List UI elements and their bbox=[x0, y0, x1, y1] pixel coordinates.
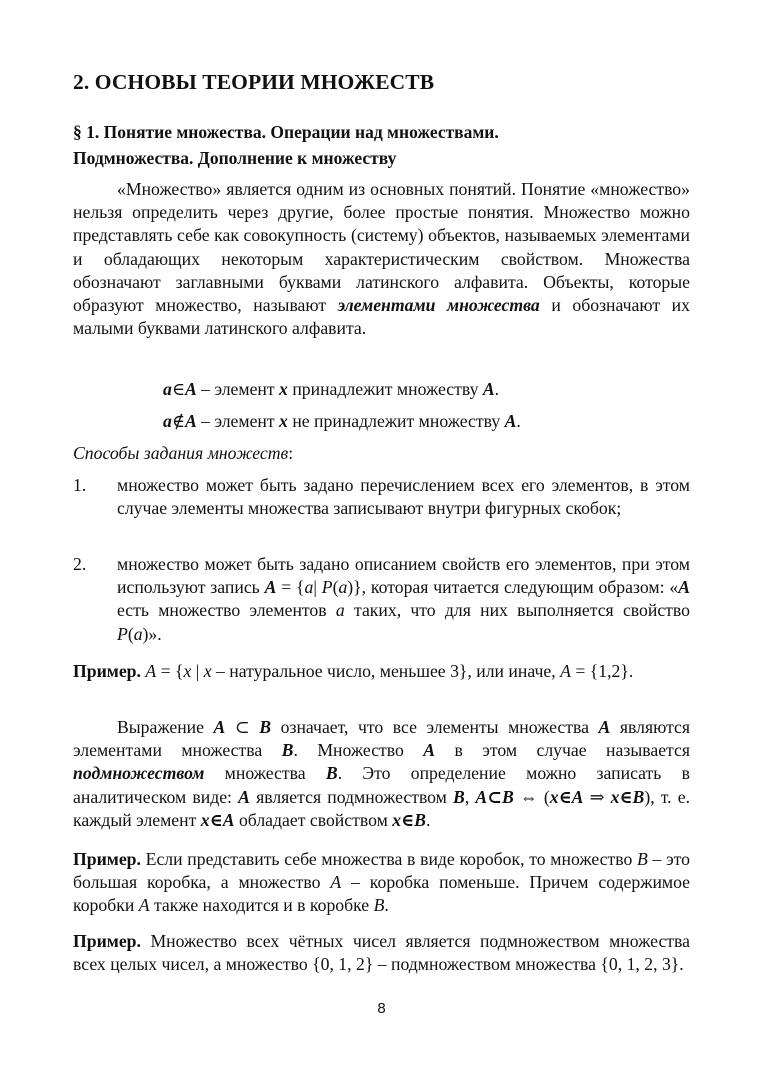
symbol: P bbox=[321, 577, 333, 598]
text: | bbox=[191, 661, 204, 681]
formula-belongs bbox=[163, 378, 499, 401]
not-element-of-sign: ∉ bbox=[171, 411, 185, 431]
symbol: A bbox=[423, 740, 436, 761]
ways-heading-text: Способы задания множеств bbox=[73, 443, 289, 463]
symbol: A bbox=[138, 895, 150, 916]
list-item-number: 1. bbox=[73, 475, 87, 495]
symbol: A bbox=[678, 577, 690, 598]
text: ( bbox=[127, 623, 134, 644]
symbol: A bbox=[264, 577, 277, 598]
text: также находится и в коробке bbox=[149, 895, 374, 916]
text: , bbox=[464, 786, 476, 807]
formula: x∈B bbox=[392, 809, 426, 830]
example-label: Пример. bbox=[73, 849, 141, 869]
list-item-text bbox=[117, 553, 690, 646]
symbol: A bbox=[184, 379, 197, 399]
text: означает, что все элементы множества bbox=[271, 717, 599, 737]
text: ⇒ bbox=[583, 786, 611, 807]
text: – коробка поменьше. Причем содержимое коробки bbox=[73, 872, 691, 916]
example-label: Пример. bbox=[73, 661, 141, 681]
symbol: B bbox=[281, 740, 294, 761]
text: ( bbox=[332, 577, 339, 598]
symbol: a bbox=[163, 379, 172, 399]
text: = { bbox=[156, 661, 184, 681]
element-of-sign: ∈ bbox=[171, 379, 185, 399]
text: . Множество bbox=[293, 740, 424, 761]
example-label: Пример. bbox=[73, 931, 141, 951]
symbol: a bbox=[163, 411, 172, 431]
symbol: A bbox=[238, 786, 250, 807]
symbol: A bbox=[504, 411, 517, 431]
page-number: 8 bbox=[377, 1000, 386, 1017]
symbol: A bbox=[598, 717, 611, 737]
text: таких, что для них выполняется свойство bbox=[344, 600, 690, 621]
subset-sign: ⊂ bbox=[225, 717, 260, 737]
symbol: A bbox=[213, 717, 226, 737]
symbol: a bbox=[304, 577, 314, 598]
formula-text: принадлежит множеству bbox=[287, 379, 483, 399]
formula: x∈A bbox=[549, 786, 584, 807]
list-item-text: множество может быть задано перечислением всех его элементов, в этом случае элементы множества записывают внутри фигурных скобок; bbox=[117, 475, 690, 519]
intro-paragraph bbox=[73, 178, 690, 340]
ways-heading bbox=[73, 442, 293, 465]
formula-not-belongs bbox=[163, 410, 521, 433]
symbol: B bbox=[325, 763, 338, 784]
formula-text: не принадлежит множеству bbox=[287, 411, 505, 431]
text: )}, которая читается следующим образом: « bbox=[347, 577, 679, 598]
text: является подмножеством bbox=[249, 786, 454, 807]
formula-text: . bbox=[516, 411, 521, 431]
subset-paragraph bbox=[73, 716, 690, 832]
text: являются элементами множества bbox=[73, 717, 691, 761]
symbol: A bbox=[482, 379, 495, 399]
term-elements: элементами множества bbox=[337, 295, 540, 316]
text: ), т. е. каждый элемент bbox=[73, 786, 691, 830]
text: )». bbox=[142, 623, 162, 644]
example-3 bbox=[73, 930, 690, 976]
example-2 bbox=[73, 848, 690, 918]
text: . Это определение можно записать в аналитическом виде: bbox=[73, 763, 691, 807]
text: есть множество элементов bbox=[117, 600, 336, 621]
text: | bbox=[313, 577, 322, 598]
symbol: x bbox=[203, 661, 212, 681]
formula-text: . bbox=[494, 379, 500, 399]
example-1 bbox=[73, 660, 690, 683]
symbol: x bbox=[279, 411, 288, 431]
text: = { bbox=[276, 577, 305, 598]
text: Выражение bbox=[117, 717, 214, 737]
text: обладает свойством bbox=[234, 809, 393, 830]
text: ⇔ ( bbox=[513, 786, 550, 807]
formula-text: – элемент bbox=[196, 379, 280, 399]
text: Множество всех чётных чисел является подмножеством множества всех целых чисел, а множество {0, 1, 2} – подмножеством множества {0, 1, 2, 3}. bbox=[73, 931, 690, 975]
text: . bbox=[384, 895, 389, 916]
symbol: a bbox=[335, 600, 345, 621]
symbol: a bbox=[133, 623, 143, 644]
text: множество может быть задано описанием свойств его элементов, при этом используют запись bbox=[117, 554, 690, 598]
intro-text-1: «Множество» является одним из основных понятий. Понятие «множество» нельзя определить через другие, более простые понятия. Множество можно представлять себе как совокупность (систему) объектов, называемых элементами и обладающих некоторым характеристическим свойством. Множества обозначают заглавными буквами латинского алфавита. Объекты, которые образуют множество, называют bbox=[73, 179, 690, 316]
symbol: x bbox=[279, 379, 288, 399]
section-title-line1: § 1. Понятие множества. Операции над множествами. bbox=[73, 122, 499, 142]
intro-text-2: и обозначают их малыми буквами латинского алфавита. bbox=[73, 295, 690, 339]
ways-heading-colon: : bbox=[288, 443, 294, 463]
symbol: B bbox=[637, 849, 648, 869]
symbol: A bbox=[560, 661, 571, 681]
text: – это большая коробка, а множество bbox=[73, 849, 690, 893]
list-item bbox=[73, 474, 690, 520]
list-item-number: 2. bbox=[73, 554, 87, 574]
symbol: x bbox=[183, 661, 192, 681]
term-subset: подмножеством bbox=[73, 763, 205, 784]
symbol: a bbox=[338, 577, 348, 598]
formula: x∈B bbox=[610, 786, 645, 807]
symbol: P bbox=[117, 623, 128, 644]
symbol: A bbox=[145, 661, 157, 681]
symbol: A bbox=[330, 872, 342, 893]
text: множества bbox=[204, 763, 326, 784]
text: Если представить себе множества в виде коробок, то множество bbox=[140, 849, 637, 869]
text: – натуральное число, меньшее 3}, или иначе, bbox=[211, 661, 561, 681]
formula: A⊂B bbox=[475, 786, 514, 807]
symbol: A bbox=[184, 411, 197, 431]
symbol: B bbox=[259, 717, 272, 737]
symbol: B bbox=[453, 786, 465, 807]
text: в этом случае называется bbox=[435, 740, 690, 761]
symbol: B bbox=[373, 895, 385, 916]
chapter-title: 2. ОСНОВЫ ТЕОРИИ МНОЖЕСТВ bbox=[73, 70, 435, 94]
text: . bbox=[425, 809, 431, 830]
formula: x∈A bbox=[200, 809, 235, 830]
list-item bbox=[73, 553, 690, 646]
section-title-line2: Подмножества. Дополнение к множеству bbox=[73, 148, 397, 168]
text: = {1,2}. bbox=[570, 661, 634, 681]
formula-text: – элемент bbox=[196, 411, 280, 431]
section-title bbox=[73, 119, 499, 171]
